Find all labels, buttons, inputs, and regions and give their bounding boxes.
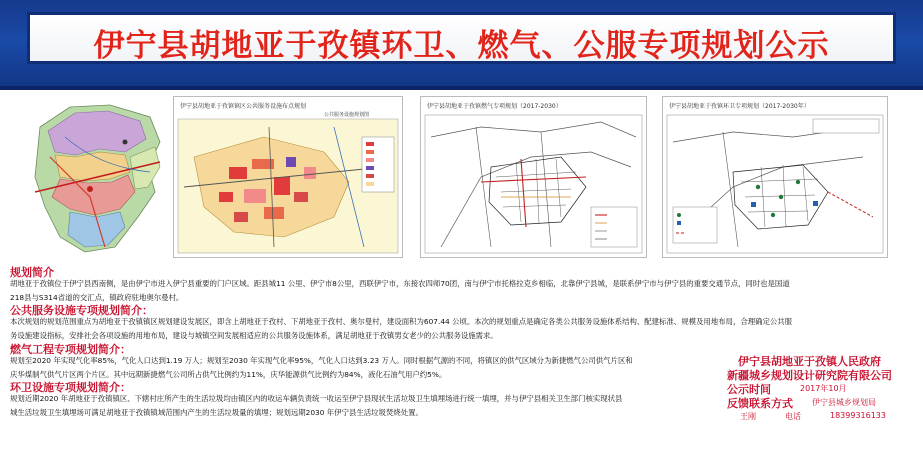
public-service-line-2: 务设施建设指标，安排社会各项设施的用地布局，建设与城镇空间发展相适应的公共服务设施体系，满足胡地亚于孜镇男女老少的公共服务设施需求。 [10,331,498,340]
signature-contact-name: 王刚 [740,412,756,421]
section-heading-public-service: 公共服务设施专项规划简介： [10,304,153,317]
page-title: 伊宁县胡地亚于孜镇环卫、燃气、公服专项规划公示 [93,28,830,64]
public-service-map-graphic [174,97,402,257]
signature-phone-value: 18399316133 [830,411,886,420]
sanitation-map-title: 伊宁县胡地亚于孜镇环卫专项规划（2017-2030年） [669,103,810,110]
public-service-map-subtitle: 公共服务设施规划图 [324,112,370,118]
title-banner [0,0,923,90]
sanitation-line-1: 规划近期2020 年胡地亚于孜镇镇区、下辖村庄所产生的生活垃圾均由镇区内的收运车辆负责统一收运至伊宁县现状生活垃圾卫生填埋场进行统一填埋，并与伊宁县相关卫生部门核实现状县 [10,394,623,403]
signature-period-label: 公示时间 [727,383,771,396]
section-heading-overview: 规划简介 [10,266,54,279]
title-frame [27,12,896,64]
signature-feedback-label: 反馈联系方式 [727,397,793,410]
public-service-map-title: 伊宁县胡地亚于孜镇镇区公共服务设施布点规划 [180,103,307,110]
signature-feedback-office: 伊宁县城乡规划局 [812,398,876,407]
signature-org-institute: 新疆城乡规划设计研究院有限公司 [727,369,892,382]
signature-phone-label: 电话 [785,412,801,421]
sanitation-map-graphic [663,97,887,257]
gas-line-2: 庆华煤制气供气片区两个片区。其中远期新捷燃气公司所占供气比例约为11%，庆华能源供气比例约为84%，液化石油气用户约5%。 [10,370,447,379]
gas-map [420,96,647,258]
signature-period-value: 2017年10月 [800,384,847,393]
overview-line-1: 胡地亚于孜镇位于伊宁县西南侧，是由伊宁市进入伊宁县重要的门户区域。距县城11 公里、伊宁市8公里，西联伊宁市，东接农四师70团，南与伊宁市托格拉克乡相临，北靠伊宁县城，是联系伊宁市与伊宁县的重要交通节点，同时也是国道 [10,279,790,288]
map-strip [0,92,923,260]
gas-line-1: 规划至2020 年实现气化率85%，气化人口达到1.19 万人；规划至2030 年实现气化率95%，气化人口达到3.23 万人。同时根据气源的不同，将镇区的供气区域分为新捷燃气公司供气片区和 [10,356,633,365]
section-heading-sanitation: 环卫设施专项规划简介： [10,381,131,394]
gas-map-graphic [421,97,646,257]
location-map-graphic [30,97,168,257]
sanitation-map [662,96,888,258]
overview-line-2: 218县与S314省道的交汇点，镇政府驻地奥尔曼村。 [10,293,184,302]
banner-divider [0,86,923,90]
public-service-line-1: 本次规划的规划范围重点为胡地亚于孜镇镇区规划建设发展区，即含上胡地亚于孜村、下胡地亚于孜村、奥尔曼村，建设面积为607.44 公顷。本次的规划重点是确定各类公共服务设施体系结构、配建标准、规模及用地布局，合理确定公共服 [10,317,793,326]
public-service-map [173,96,403,258]
signature-org-government: 伊宁县胡地亚于孜镇人民政府 [738,355,881,368]
location-map [30,97,168,257]
section-heading-gas: 燃气工程专项规划简介： [10,343,131,356]
sanitation-line-2: 城生活垃圾卫生填埋场可满足胡地亚于孜镇镇域范围内产生的生活垃圾量的填埋；规划远期2030 年伊宁县生活垃圾焚烧处置。 [10,408,423,417]
text-area [0,262,923,462]
gas-map-title: 伊宁县胡地亚于孜镇燃气专项规划（2017-2030） [427,103,562,110]
